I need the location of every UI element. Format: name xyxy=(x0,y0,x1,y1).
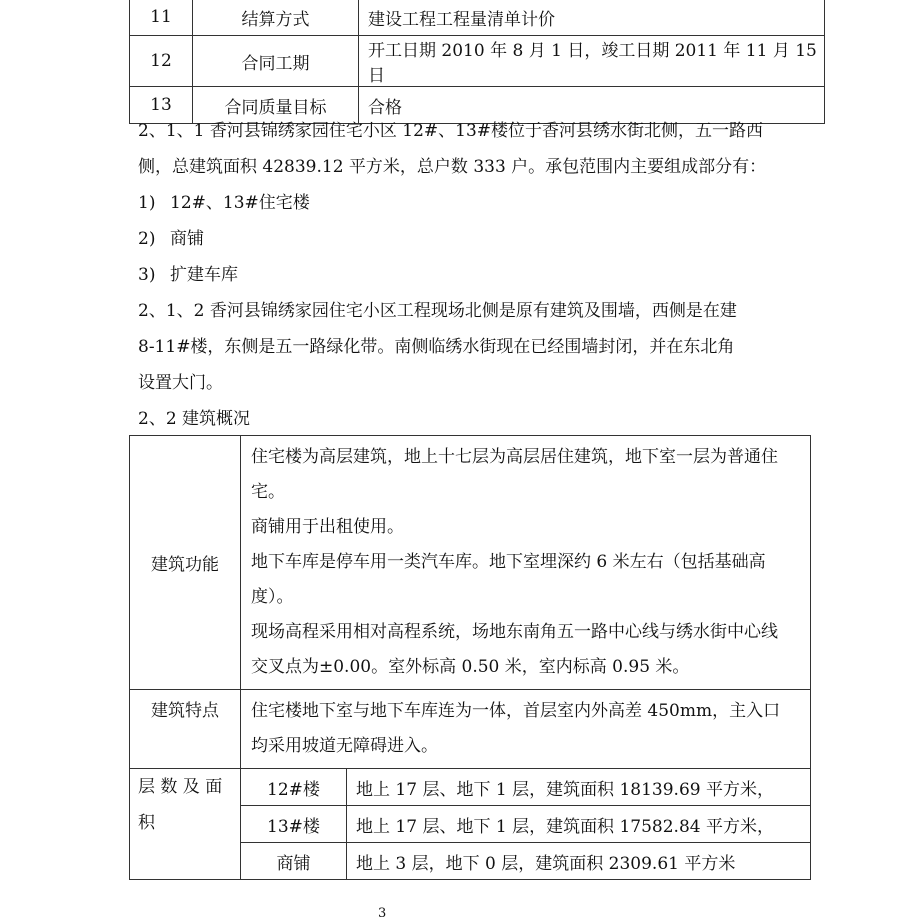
paragraph-line: 2、1、1 香河县锦绣家园住宅小区 12#、13#楼位于香河县绣水街北侧，五一路西 xyxy=(138,121,764,141)
row-item: 合同质量目标 xyxy=(193,87,359,124)
row-item: 结算方式 xyxy=(193,0,359,36)
list-number: 2) xyxy=(138,229,156,249)
list-text: 12#、13#住宅楼 xyxy=(170,193,310,213)
table-row xyxy=(130,436,811,690)
list-text: 扩建车库 xyxy=(170,265,238,285)
row-number: 13 xyxy=(130,87,193,124)
text-line: 住宅楼为高层建筑，地上十七层为高层居住建筑，地下室一层为普通住 xyxy=(251,447,778,467)
function-text xyxy=(241,436,811,690)
row-item: 合同工期 xyxy=(193,36,359,87)
row-number: 12 xyxy=(130,36,193,87)
building-name: 12#楼 xyxy=(241,769,347,806)
list-number: 1) xyxy=(138,193,156,213)
section-heading: 2、2 建筑概况 xyxy=(138,409,251,429)
text-line: 地下车库是停车用一类汽车库。地下室埋深约 6 米左右（包括基础高 xyxy=(251,552,766,572)
floors-label xyxy=(130,769,241,880)
feature-text xyxy=(241,690,811,769)
page-number: 3 xyxy=(378,906,387,921)
list-text: 商铺 xyxy=(170,229,204,249)
building-desc: 地上 3 层，地下 0 层，建筑面积 2309.61 平方米 xyxy=(347,843,811,880)
text-line: 交叉点为±0.00。室外标高 0.50 米，室内标高 0.95 米。 xyxy=(251,657,690,677)
text-line: 住宅楼地下室与地下车库连为一体，首层室内外高差 450mm，主入口 xyxy=(251,701,781,721)
paragraph-line: 2、1、2 香河县锦绣家园住宅小区工程现场北侧是原有建筑及围墙，西侧是在建 xyxy=(138,301,737,321)
floors-label-line: 积 xyxy=(138,813,155,833)
text-line: 度）。 xyxy=(251,587,294,607)
building-overview-table xyxy=(129,435,811,880)
building-name: 13#楼 xyxy=(241,806,347,843)
table-row xyxy=(130,36,825,87)
paragraph-line: 侧，总建筑面积 42839.12 平方米，总户数 333 户。承包范围内主要组成部分有： xyxy=(138,157,767,177)
text-line: 均采用坡道无障碍进入。 xyxy=(251,736,438,756)
text-line: 现场高程采用相对高程系统，场地东南角五一路中心线与绣水街中心线 xyxy=(251,622,778,642)
table-row xyxy=(130,769,811,806)
list-item xyxy=(138,185,310,221)
function-label: 建筑功能 xyxy=(130,436,241,690)
list-item xyxy=(138,221,204,257)
paragraph-line: 设置大门。 xyxy=(138,373,223,393)
row-value: 开工日期 2010 年 8 月 1 日，竣工日期 2011 年 11 月 15 日 xyxy=(359,36,825,87)
feature-label: 建筑特点 xyxy=(130,690,241,769)
row-number: 11 xyxy=(130,0,193,36)
building-desc: 地上 17 层、地下 1 层，建筑面积 17582.84 平方米， xyxy=(347,806,811,843)
table-row xyxy=(130,690,811,769)
row-value: 建设工程工程量清单计价 xyxy=(359,0,825,36)
building-desc: 地上 17 层、地下 1 层，建筑面积 18139.69 平方米， xyxy=(347,769,811,806)
floors-label-line: 层 数 及 面 xyxy=(138,777,223,797)
list-number: 3) xyxy=(138,265,156,285)
contract-info-table xyxy=(129,0,825,124)
text-line: 宅。 xyxy=(251,482,285,502)
paragraph-line: 8-11#楼，东侧是五一路绿化带。南侧临绣水街现在已经围墙封闭，并在东北角 xyxy=(138,337,735,357)
text-line: 商铺用于出租使用。 xyxy=(251,517,404,537)
row-value: 合格 xyxy=(359,87,825,124)
list-item xyxy=(138,257,238,293)
building-name: 商铺 xyxy=(241,843,347,880)
table-row xyxy=(130,0,825,36)
